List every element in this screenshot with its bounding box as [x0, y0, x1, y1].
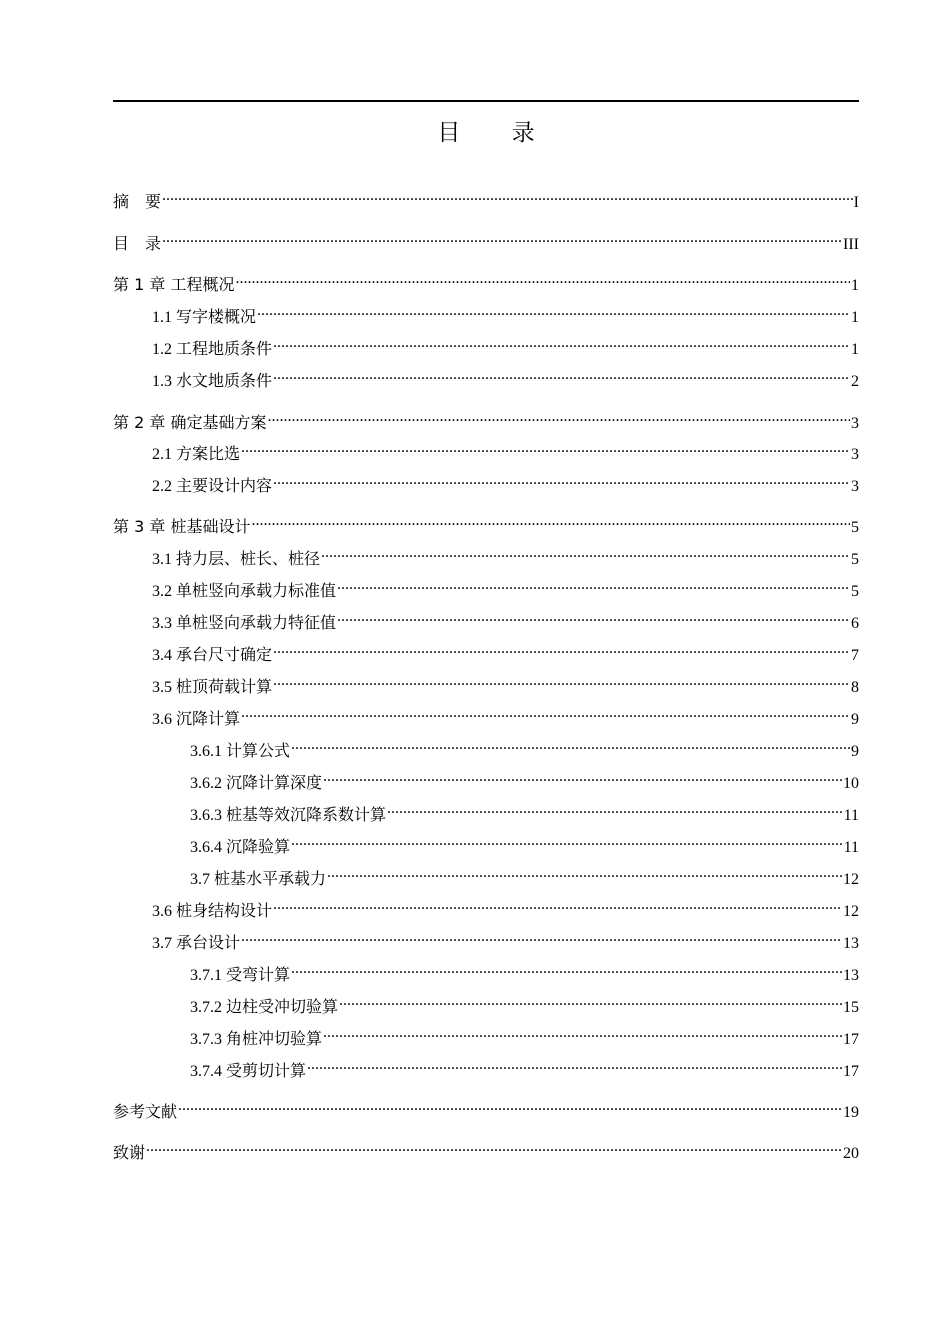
- toc-entry[interactable]: [113, 1054, 859, 1080]
- toc-entry-page-number: 20: [843, 1145, 859, 1162]
- toc-entry-page-number: III: [843, 236, 859, 253]
- toc-entry-page-number: 17: [843, 1031, 859, 1048]
- toc-entry[interactable]: [113, 1022, 859, 1048]
- toc-entry[interactable]: [113, 510, 859, 536]
- toc-entry[interactable]: [113, 1095, 859, 1121]
- toc-entry-page-number: 8: [851, 679, 859, 696]
- toc-dot-leader: [387, 798, 843, 820]
- toc-dot-leader: [323, 1022, 842, 1044]
- toc-entry-label: 3.1 持力层、桩长、桩径: [152, 551, 321, 568]
- toc-dot-leader: [146, 1136, 842, 1158]
- toc-dot-leader: [267, 406, 850, 428]
- toc-entry-page-number: 11: [843, 839, 859, 856]
- toc-entry-label: 第 1 章 工程概况: [113, 275, 235, 294]
- toc-entry[interactable]: [113, 862, 859, 888]
- toc-entry-page-number: 5: [851, 519, 859, 536]
- toc-entry-page-number: 9: [851, 743, 859, 760]
- toc-entry-label: 3.6 桩身结构设计: [152, 903, 273, 920]
- toc-entry-page-number: 17: [843, 1063, 859, 1080]
- toc-entry-label: 3.5 桩顶荷载计算: [152, 679, 273, 696]
- toc-entry[interactable]: [113, 958, 859, 984]
- toc-entry-label: 摘 要: [113, 192, 162, 211]
- toc-dot-leader: [337, 574, 850, 596]
- toc-entry-label: 第 2 章 确定基础方案: [113, 413, 267, 432]
- toc-entry[interactable]: [113, 437, 859, 463]
- toc-dot-leader: [321, 542, 850, 564]
- toc-entry-label: 2.2 主要设计内容: [152, 478, 273, 495]
- toc-entry[interactable]: [113, 364, 859, 390]
- toc-entry-label: 致谢: [113, 1143, 146, 1162]
- toc-dot-leader: [327, 862, 842, 884]
- toc-entry-page-number: I: [853, 194, 859, 211]
- toc-entry-page-number: 12: [843, 871, 859, 888]
- toc-entry-label: 第 3 章 桩基础设计: [113, 517, 251, 536]
- toc-dot-leader: [291, 734, 850, 756]
- toc-dot-leader: [251, 510, 850, 532]
- toc-entry[interactable]: [113, 469, 859, 495]
- toc-dot-leader: [273, 894, 842, 916]
- toc-entry-label: 3.7 承台设计: [152, 935, 241, 952]
- header-rule: [113, 100, 859, 102]
- toc-dot-leader: [291, 830, 843, 852]
- page-title: 目 录: [437, 120, 557, 146]
- toc-entry-page-number: 1: [851, 341, 859, 358]
- toc-entry[interactable]: [113, 670, 859, 696]
- toc-dot-leader: [235, 268, 850, 290]
- toc-entry-label: 3.6.4 沉降验算: [190, 839, 291, 856]
- toc-entry-label: 2.1 方案比选: [152, 446, 241, 463]
- toc-entry[interactable]: [113, 1136, 859, 1162]
- toc-entry[interactable]: [113, 990, 859, 1016]
- toc-entry-page-number: 5: [851, 551, 859, 568]
- toc-dot-leader: [339, 990, 842, 1012]
- toc-entry-page-number: 7: [851, 647, 859, 664]
- toc-entry-label: 参考文献: [113, 1102, 178, 1121]
- toc-entry[interactable]: [113, 542, 859, 568]
- toc-entry[interactable]: [113, 638, 859, 664]
- toc-entry-label: 3.7 桩基水平承载力: [190, 871, 327, 888]
- toc-entry-label: 3.7.4 受剪切计算: [190, 1063, 307, 1080]
- toc-dot-leader: [273, 469, 850, 491]
- toc-entry[interactable]: [113, 268, 859, 294]
- toc-dot-leader: [178, 1095, 842, 1117]
- toc-entry[interactable]: [113, 406, 859, 432]
- toc-dot-leader: [162, 227, 842, 249]
- toc-entry-label: 3.2 单桩竖向承载力标准值: [152, 583, 337, 600]
- toc-entry-page-number: 13: [843, 967, 859, 984]
- toc-entry-label: 3.6 沉降计算: [152, 711, 241, 728]
- toc-entry-label: 3.6.3 桩基等效沉降系数计算: [190, 807, 387, 824]
- toc-dot-leader: [273, 332, 850, 354]
- toc-entry-page-number: 10: [843, 775, 859, 792]
- toc-dot-leader: [241, 926, 842, 948]
- toc-dot-leader: [291, 958, 842, 980]
- toc-entry[interactable]: [113, 574, 859, 600]
- toc-entry[interactable]: [113, 894, 859, 920]
- toc-entry-label: 1.1 写字楼概况: [152, 309, 257, 326]
- toc-dot-leader: [257, 300, 850, 322]
- toc-entry[interactable]: [113, 766, 859, 792]
- toc-entry-label: 3.6.1 计算公式: [190, 743, 291, 760]
- toc-dot-leader: [162, 185, 853, 207]
- toc-entry-page-number: 1: [851, 277, 859, 294]
- toc-entry-label: 1.2 工程地质条件: [152, 341, 273, 358]
- toc-entry-page-number: 15: [843, 999, 859, 1016]
- toc-dot-leader: [273, 638, 850, 660]
- toc-entry-page-number: 3: [851, 446, 859, 463]
- toc-entry[interactable]: [113, 606, 859, 632]
- toc-entry-page-number: 6: [851, 615, 859, 632]
- toc-dot-leader: [241, 437, 850, 459]
- toc-entry-label: 3.7.3 角桩冲切验算: [190, 1031, 323, 1048]
- toc-entry-label: 3.4 承台尺寸确定: [152, 647, 273, 664]
- toc-dot-leader: [273, 364, 850, 386]
- toc-entry-page-number: 3: [851, 478, 859, 495]
- toc-entry-page-number: 3: [851, 415, 859, 432]
- toc-entry-page-number: 2: [851, 373, 859, 390]
- toc-entry[interactable]: [113, 227, 859, 253]
- toc-dot-leader: [307, 1054, 842, 1076]
- toc-entry[interactable]: [113, 734, 859, 760]
- toc-entry-label: 3.7.1 受弯计算: [190, 967, 291, 984]
- toc-dot-leader: [323, 766, 842, 788]
- toc-entry-page-number: 9: [851, 711, 859, 728]
- toc-entry-label: 3.6.2 沉降计算深度: [190, 775, 323, 792]
- toc-entry-page-number: 11: [843, 807, 859, 824]
- toc-entry-page-number: 1: [851, 309, 859, 326]
- toc-entry[interactable]: [113, 798, 859, 824]
- toc-entry-page-number: 12: [843, 903, 859, 920]
- toc-entry[interactable]: [113, 702, 859, 728]
- toc-entry-label: 3.7.2 边柱受冲切验算: [190, 999, 339, 1016]
- toc-entry-label: 目 录: [113, 234, 162, 253]
- toc-entry-page-number: 5: [851, 583, 859, 600]
- toc-entry[interactable]: [113, 830, 859, 856]
- toc-entry[interactable]: [113, 926, 859, 952]
- toc-dot-leader: [273, 670, 850, 692]
- toc-entry-label: 1.3 水文地质条件: [152, 373, 273, 390]
- toc-entry-label: 3.3 单桩竖向承载力特征值: [152, 615, 337, 632]
- toc-entry-page-number: 19: [843, 1104, 859, 1121]
- toc-dot-leader: [337, 606, 850, 628]
- toc-entry-page-number: 13: [843, 935, 859, 952]
- toc-dot-leader: [241, 702, 850, 724]
- toc-entry[interactable]: [113, 185, 859, 211]
- toc-entry[interactable]: [113, 300, 859, 326]
- toc-entry[interactable]: [113, 332, 859, 358]
